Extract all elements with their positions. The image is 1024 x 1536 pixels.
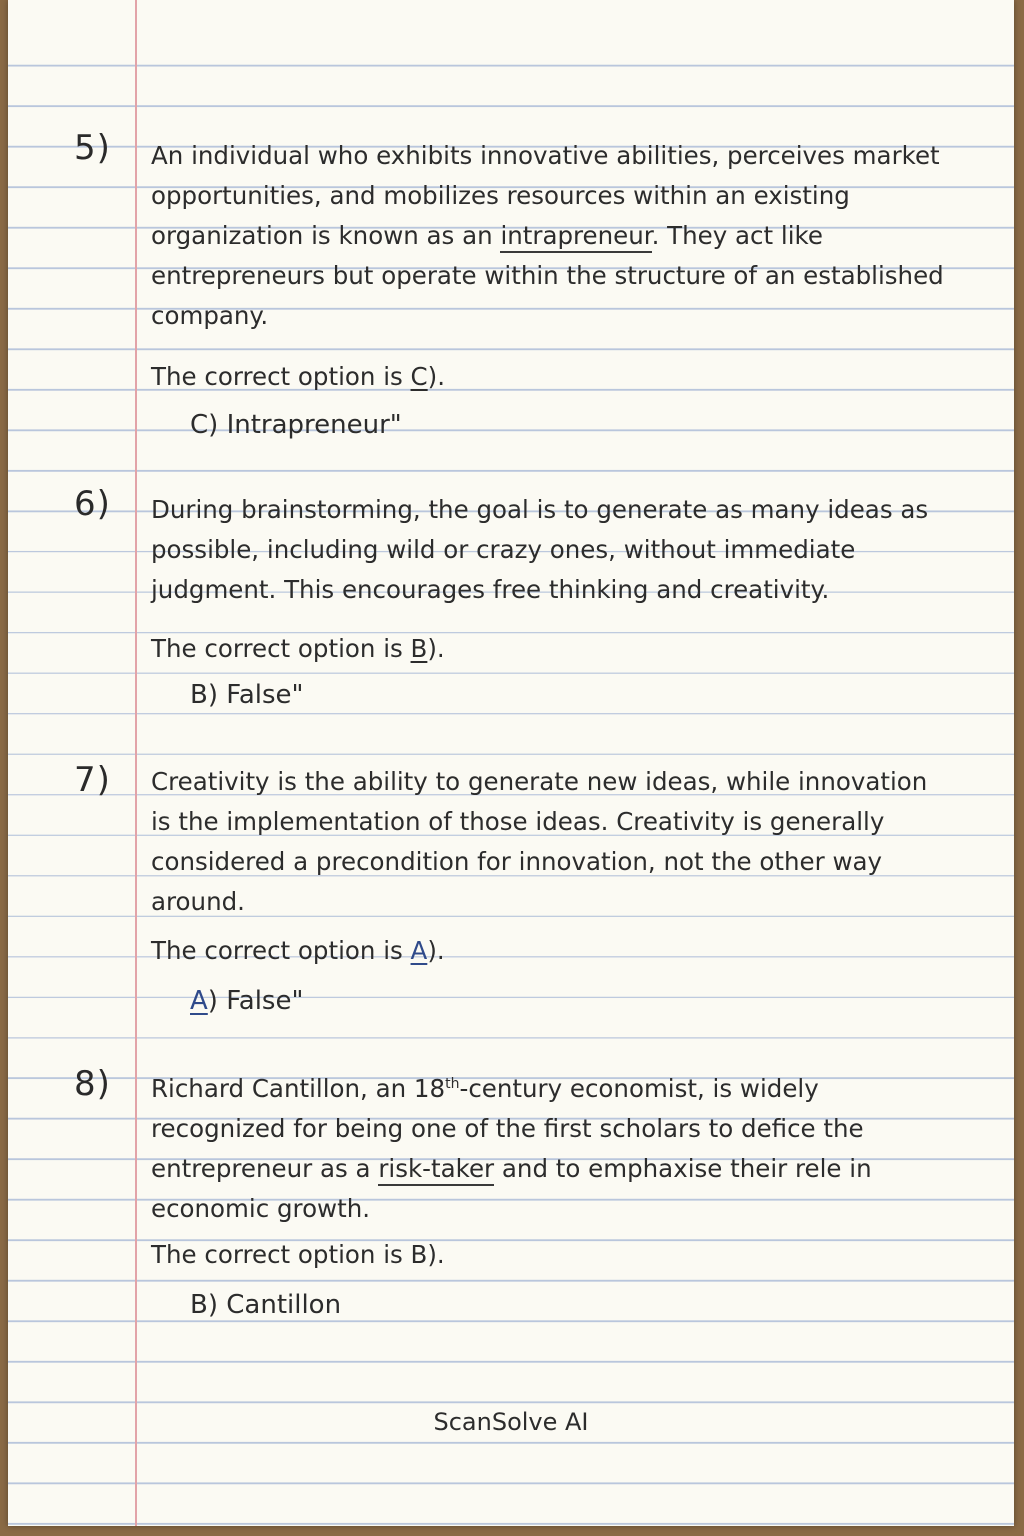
choice-letter: C bbox=[190, 410, 209, 440]
question-number: 8) bbox=[74, 1064, 111, 1104]
question-text-part: Richard Cantillon, an 18 bbox=[151, 1074, 446, 1104]
answer-statement bbox=[151, 1240, 445, 1269]
question-text-part: . They act like entrepreneurs but operate within the structure of an established company. bbox=[151, 221, 944, 330]
answer-choice bbox=[190, 1290, 341, 1320]
answer-letter: C bbox=[410, 362, 428, 391]
answer-prefix: The correct option is bbox=[151, 634, 411, 663]
underlined-term: risk-taker bbox=[378, 1154, 494, 1186]
question-number: 6) bbox=[74, 484, 111, 524]
answer-letter: B bbox=[410, 634, 428, 663]
question-text: Creativity is the ability to generate new ideas, while innovation is the implementation of those ideas. Creativity is generally considered a precondition for innovation, not the other way around. bbox=[151, 767, 928, 916]
notebook-page bbox=[8, 0, 1014, 1526]
answer-statement bbox=[151, 936, 445, 965]
choice-text: ) False" bbox=[207, 680, 304, 710]
answer-prefix: The correct option is bbox=[151, 362, 411, 391]
answer-letter: A bbox=[410, 936, 428, 965]
choice-letter: B bbox=[190, 680, 208, 710]
choice-letter: A bbox=[190, 986, 208, 1016]
underlined-term: intrapreneur bbox=[500, 221, 651, 253]
answer-statement bbox=[151, 634, 445, 663]
answer-suffix: ). bbox=[427, 362, 446, 391]
question-text-part: -century economist, is widely recognized for being one of the first scholars to defice the entrepreneur as a bbox=[151, 1074, 864, 1184]
choice-text: ) Intrapreneur" bbox=[208, 410, 402, 440]
question-text-part: and to emphaxise their rele in economic growth. bbox=[151, 1154, 872, 1224]
footer-brand: ScanSolve AI bbox=[433, 1408, 589, 1436]
question-number: 7) bbox=[74, 760, 111, 800]
answer-choice bbox=[190, 986, 303, 1016]
answer-choice bbox=[190, 410, 402, 440]
choice-text: ) Cantillon bbox=[207, 1290, 342, 1320]
margin-line bbox=[135, 0, 137, 1526]
question-text-part: An individual who exhibits innovative abilities, perceives market opportunities, and mobilizes resources within an existing organization is known as an bbox=[151, 141, 940, 250]
answer-letter: B bbox=[410, 1240, 428, 1269]
question-text bbox=[151, 136, 951, 336]
superscript: th bbox=[445, 1076, 460, 1092]
answer-choice bbox=[190, 680, 303, 710]
question-text bbox=[151, 1064, 951, 1229]
question-number: 5) bbox=[74, 128, 111, 168]
answer-statement bbox=[151, 362, 445, 391]
answer-suffix: ). bbox=[427, 634, 445, 663]
choice-letter: B bbox=[190, 1290, 208, 1320]
answer-suffix: ). bbox=[427, 936, 445, 965]
answer-prefix: The correct option is bbox=[151, 936, 411, 965]
choice-text: ) False" bbox=[207, 986, 304, 1016]
answer-prefix: The correct option is bbox=[151, 1240, 411, 1269]
question-text: During brainstorming, the goal is to generate as many ideas as possible, including wild or crazy ones, without immediate judgment. This encourages free thinking and creativity. bbox=[151, 495, 929, 604]
answer-suffix: ). bbox=[427, 1240, 445, 1269]
